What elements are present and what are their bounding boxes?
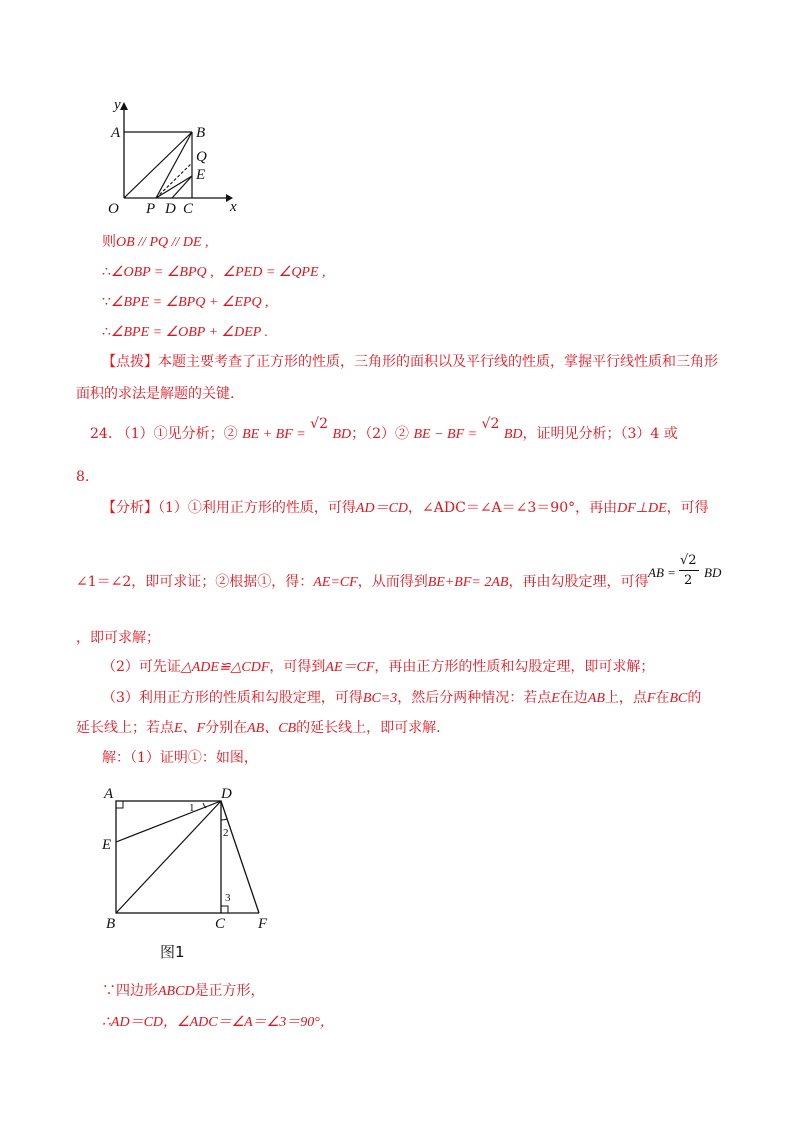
math-expr-2: BE − BF = <box>413 427 478 442</box>
math: ABCD <box>158 984 195 999</box>
analysis-line-5 <box>102 688 701 709</box>
math: BC=3 <box>362 691 398 706</box>
label-E: E <box>102 837 112 853</box>
analysis-text: ，可得到 <box>269 659 326 675</box>
math-parallel: OB // PQ // DE , <box>116 235 209 250</box>
label-O: O <box>108 201 119 217</box>
proof-line-2 <box>102 1012 334 1033</box>
label-A: A <box>111 125 121 141</box>
analysis-text: ，再由 <box>575 500 618 516</box>
analysis-line-1 <box>102 498 709 519</box>
tip-text: 本题主要考查了正方形的性质，三角形的面积以及平行线的性质，掌握平行线性质和三角形 <box>158 354 718 370</box>
analysis-text: ，然后分两种情况：若点 <box>397 690 552 706</box>
solution-text: 解：（1）证明①：如图， <box>102 750 258 766</box>
y-axis-arrow <box>120 102 128 110</box>
math-angle-sum-1: ∠BPE = ∠BPQ + ∠EPQ , <box>110 295 269 310</box>
math: AE＝CF <box>325 660 375 675</box>
analysis-text: ，即可求解； <box>76 630 160 646</box>
answer-24-line <box>90 416 678 445</box>
math: ∠1＝∠2 <box>76 574 132 590</box>
analysis-text: ，从而得到 <box>357 574 428 590</box>
text-then: 则 <box>102 234 116 250</box>
analysis-text: （1）①利用正方形的性质，可得 <box>158 500 356 516</box>
math-bd-1: BD <box>332 427 352 442</box>
analysis-tag: 【分析】 <box>102 500 158 516</box>
angle-3-label: 3 <box>225 892 231 904</box>
label-F: F <box>258 916 268 932</box>
label-A: A <box>104 786 114 802</box>
math-angle-eq-2: ∠PED = ∠QPE , <box>222 265 326 280</box>
answer-part-3: ，证明见分析；（3）4 或 <box>522 426 678 442</box>
analysis-text: （2）可先证 <box>102 659 181 675</box>
analysis-text: ，再由正方形的性质和勾股定理，即可求解； <box>374 659 655 675</box>
math: △ADE≌△CDF <box>180 660 270 675</box>
math: BC <box>669 691 688 706</box>
figure-square-abcd <box>95 780 285 960</box>
reason-line-1 <box>102 232 209 253</box>
label-C: C <box>215 916 226 932</box>
math: BE+BF= 2AB <box>427 575 509 590</box>
angle-2-label: 2 <box>223 827 229 839</box>
because-symbol: ∵ <box>102 294 111 310</box>
because-symbol: ∵ <box>102 983 116 999</box>
label-C: C <box>183 201 194 217</box>
reason-line-2 <box>102 262 326 283</box>
sqrt-2: √2 <box>310 416 328 432</box>
math-angle-sum-2: ∠BPE = ∠OBP + ∠DEP . <box>110 325 269 340</box>
analysis-text: ，即可求证；②根据①，得： <box>131 574 314 590</box>
analysis-text: 在边 <box>559 690 588 706</box>
label-E: E <box>196 167 206 183</box>
reason-line-4 <box>102 322 268 343</box>
sqrt-2b: √2 <box>481 416 500 432</box>
math: ，∠ADC＝∠A＝∠3＝90° <box>408 500 576 516</box>
figure-coordinate-square <box>100 95 240 220</box>
answer-24-cont <box>76 467 89 487</box>
math-angle-eq-1: ∠OBP = ∠BPQ , <box>110 265 214 280</box>
answer-part-4: 8. <box>76 469 90 485</box>
answer-part-1: （1）①见分析；② <box>116 426 238 442</box>
label-x: x <box>230 199 237 215</box>
math: E、F <box>174 721 206 736</box>
analysis-text: （3）利用正方形的性质和勾股定理，可得 <box>102 690 363 706</box>
analysis-text: ，可得 <box>666 500 709 516</box>
answer-part-2: ；（2）② <box>351 426 410 442</box>
math-bd: BD <box>704 565 722 580</box>
therefore-symbol: ∴ <box>102 264 111 280</box>
angle-1-label: 1 <box>189 802 195 814</box>
tip-tag: 【点拨】 <box>102 354 158 370</box>
analysis-text: 延长线上；若点 <box>76 720 174 736</box>
tip-line-2 <box>76 384 234 404</box>
math: F <box>646 691 656 706</box>
math-bd-2: BD <box>503 427 523 442</box>
reason-line-3 <box>102 292 269 313</box>
label-D: D <box>165 201 176 217</box>
math: ∴AD＝CD，∠ADC＝∠A＝∠3＝90°， <box>102 1015 334 1030</box>
math: E <box>551 691 560 706</box>
label-B: B <box>106 916 116 932</box>
analysis-text: ，再由勾股定理，可得 <box>508 574 649 590</box>
tip-line-1 <box>102 352 718 372</box>
analysis-text: 在 <box>655 690 670 706</box>
math: AE=CF <box>313 575 358 590</box>
analysis-text: 上，点 <box>604 690 647 706</box>
label-y: y <box>114 97 121 113</box>
proof-text: 是正方形， <box>194 983 265 999</box>
analysis-line-2 <box>76 572 648 593</box>
solution-intro <box>102 748 258 768</box>
math-expr-1: BE + BF = <box>242 427 306 442</box>
question-number: 24. <box>90 426 113 442</box>
analysis-text: 的 <box>687 690 702 706</box>
therefore-symbol: ∴ <box>102 324 111 340</box>
analysis-line-4 <box>102 657 654 678</box>
proof-line-1 <box>102 981 265 1002</box>
math-ab: AB = <box>648 565 676 580</box>
math: AB <box>587 691 605 706</box>
fraction-denominator: 2 <box>684 573 693 588</box>
fraction-bar <box>679 570 699 571</box>
proof-text: 四边形 <box>116 983 158 999</box>
label-D: D <box>221 786 232 802</box>
analysis-line-3 <box>76 628 160 648</box>
math: AB、CB <box>247 721 297 736</box>
label-B: B <box>196 125 206 141</box>
analysis-line-6 <box>76 718 441 739</box>
figure-caption: 图1 <box>160 943 185 961</box>
analysis-text: 分别在 <box>205 720 248 736</box>
math: AD＝CD <box>355 501 409 516</box>
tip-text-cont: 面积的求法是解题的关键. <box>76 386 235 402</box>
label-P: P <box>146 201 156 217</box>
analysis-text: 的延长线上，即可求解. <box>296 720 441 736</box>
math: DF⊥DE <box>617 501 667 516</box>
label-Q: Q <box>196 149 207 165</box>
fraction-numerator: √2 <box>680 553 697 568</box>
